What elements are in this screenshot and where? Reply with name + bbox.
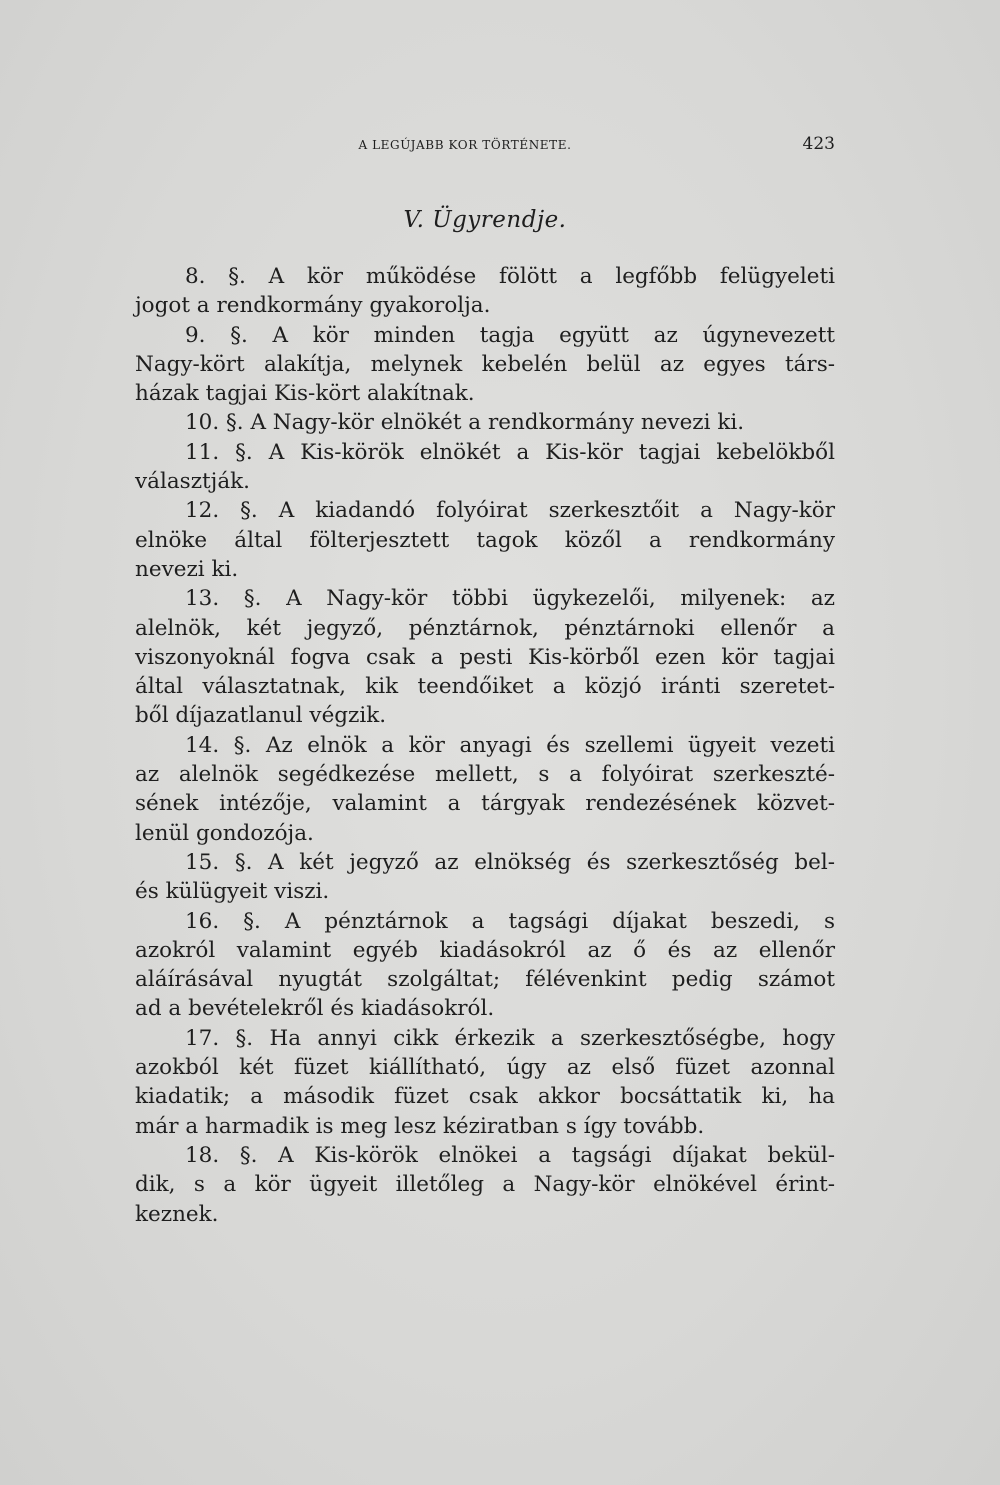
paragraph-9 (135, 321, 835, 409)
text-line: viszonyoknál fogva csak a pesti Kis-körből ezen kör tagjai (135, 644, 835, 670)
text-line: 18. §. A Kis-körök elnökei a tagsági díjakat bekül- (185, 1142, 835, 1168)
text-line: 17. §. Ha annyi cikk érkezik a szerkesztőségbe, hogy (185, 1025, 835, 1051)
text-line: 12. §. A kiadandó folyóirat szerkesztőit a Nagy-kör (185, 498, 835, 524)
page-number: 423 (802, 134, 835, 154)
text-line: 15. §. A két jegyző az elnökség és szerkesztőség bel- (185, 849, 835, 875)
text-line: 13. §. A Nagy-kör többi ügykezelői, milyenek: az (185, 586, 835, 612)
running-title: A LEGÚJABB KOR TÖRTÉNETE. (358, 138, 572, 152)
text-line: 9. §. A kör minden tagja együtt az úgynevezett (185, 322, 835, 348)
paragraph-8 (135, 262, 835, 321)
paragraph-15 (135, 848, 835, 907)
text-line: Nagy-kört alakítja, melynek kebelén belül az egyes társ- (135, 351, 835, 377)
paragraph-17 (135, 1024, 835, 1141)
text-line: már a harmadik is meg lesz kéziratban s így tovább. (135, 1113, 705, 1139)
text-line: választják. (135, 469, 251, 495)
text-line: kiadatik; a második füzet csak akkor bocsáttatik ki, ha (135, 1084, 835, 1110)
text-line: dik, s a kör ügyeit illetőleg a Nagy-kör elnökével érint- (135, 1172, 835, 1198)
text-line: nevezi ki. (135, 556, 239, 582)
text-line: 8. §. A kör működése fölött a legfőbb felügyeleti (185, 264, 835, 289)
paragraph-12 (135, 496, 835, 584)
text-line: 10. §. A Nagy-kör elnökét a rendkormány nevezi ki. (185, 410, 745, 436)
text-line: 11. §. A Kis-körök elnökét a Kis-kör tagjai kebelökből (185, 439, 835, 465)
section-heading: V. Ügyrendje. (403, 207, 567, 233)
text-line: elnöke által fölterjesztett tagok közől a rendkormány (135, 527, 835, 553)
paragraph-10 (135, 408, 835, 437)
text-line: lenül gondozója. (135, 820, 314, 846)
text-line: ből díjazatlanul végzik. (135, 703, 387, 729)
paragraph-11 (135, 438, 835, 497)
text-line: és külügyeit viszi. (135, 879, 330, 905)
text-line: sének intézője, valamint a tárgyak rendezésének közvet- (135, 791, 835, 817)
text-line: alelnök, két jegyző, pénztárnok, pénztárnoki ellenőr a (135, 615, 835, 641)
text-line: által választatnak, kik teendőiket a közjó iránti szeretet- (135, 674, 835, 700)
text-line: azokból két füzet kiállítható, úgy az első füzet azonnal (135, 1055, 835, 1081)
text-line: 14. §. Az elnök a kör anyagi és szellemi ügyeit vezeti (185, 732, 835, 758)
paragraph-16 (135, 907, 835, 1024)
text-line: 16. §. A pénztárnok a tagsági díjakat beszedi, s (185, 908, 835, 934)
text-line: keznek. (135, 1201, 219, 1227)
text-line: házak tagjai Kis-kört alakítnak. (135, 381, 475, 407)
running-head (135, 134, 835, 156)
text-line: azokról valamint egyéb kiadásokról az ő és az ellenőr (135, 937, 835, 963)
paragraph-14 (135, 731, 835, 848)
paragraph-18 (135, 1141, 835, 1229)
body-text (135, 262, 835, 1229)
text-line: aláírásával nyugtát szolgáltat; félévenkint pedig számot (135, 967, 835, 993)
text-line: az alelnök segédkezése mellett, s a folyóirat szerkeszté- (135, 762, 835, 788)
text-line: jogot a rendkormány gyakorolja. (135, 293, 491, 319)
paragraph-13 (135, 584, 835, 730)
text-line: ad a bevételekről és kiadásokról. (135, 996, 495, 1022)
